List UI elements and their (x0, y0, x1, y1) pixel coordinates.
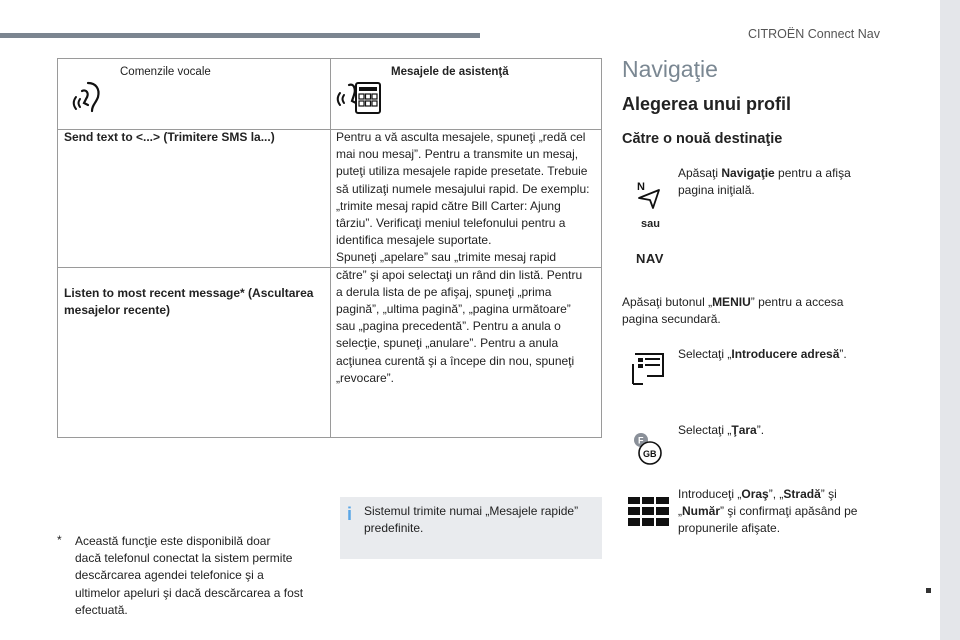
subsection-title: Alegerea unui profil (622, 94, 792, 114)
help-line: sau „pagina precedentă”. Pentru a anula o (336, 319, 561, 334)
address-entry-icon (629, 350, 669, 393)
help-line: „trimite mesaj rapid către Bill Carter: Ajung (336, 198, 561, 213)
table-header-assistance: Mesajele de asistenţă (391, 66, 509, 78)
keyboard-grid-icon (628, 497, 670, 532)
step-enter-address: Selectaţi „Introducere adresă”. (678, 347, 847, 361)
assistance-message-icon (336, 77, 382, 122)
country-flag-icon (633, 432, 667, 471)
or-label: sau (641, 218, 660, 230)
help-line: să utilizaţi numele mesajului rapid. De exemplu: (336, 181, 590, 196)
info-icon: i (347, 504, 353, 524)
help-line: selecţie, spuneţi „anulare”. Pentru a anula (336, 336, 559, 351)
command-listen-recent: Listen to most recent message* (Ascultarea mesajelor recente) (64, 286, 314, 318)
footnote-line: Această funcţie este disponibilă doar (75, 534, 271, 548)
footnote-star: * (57, 533, 62, 547)
help-line: către” şi apoi selectaţi un rând din listă. Pentru (336, 267, 583, 282)
subsubsection-title: Către o nouă destinaţie (622, 131, 783, 147)
footnote-line: descărcarea agendei telefonice şi a (75, 568, 264, 583)
navigation-arrow-icon (633, 178, 663, 217)
page-number: 11 (928, 616, 941, 630)
help-line: pagină”, „ultima pagină”, „pagina următoare” (336, 302, 571, 317)
footnote-line: ultimelor apeluri şi dacă descărcarea a fost (75, 585, 304, 600)
section-title: Navigaţie (622, 56, 718, 82)
footnote-line: dacă telefonul conectat la sistem permite (75, 551, 293, 566)
help-line: Pentru a vă asculta mesajele, spuneţi „redă cel (336, 130, 586, 144)
svg-text:F: F (638, 435, 644, 446)
step-menu: Apăsaţi butonul „MENIU” pentru a accesa pagina secundară. (622, 295, 844, 327)
table-header-voice-commands: Comenzile vocale (120, 66, 211, 78)
step-navigation: Apăsaţi Navigaţie pentru a afişa pagina iniţială. (678, 166, 851, 198)
info-text (364, 503, 594, 537)
continue-mark (926, 588, 931, 593)
help-line: „revocare”. (336, 370, 395, 385)
voice-command-icon (70, 79, 110, 120)
help-line: Spuneţi „apelare” sau „trimite mesaj rapid (336, 250, 557, 265)
footnote-line: efectuată. (75, 602, 128, 617)
help-line: mai nou mesaj”. Pentru a transmite un mesaj, (336, 147, 579, 162)
assistance-help-text (336, 129, 601, 387)
step-select-country: Selectaţi „Ţara”. (678, 423, 765, 437)
table-divider (330, 59, 331, 437)
command-send-text: Send text to <...> (Trimitere SMS la...) (64, 130, 275, 144)
nav-button-label: NAV (636, 251, 664, 266)
voice-commands-table (57, 58, 602, 438)
help-line: puteţi utiliza mesajele rapide presetate. Trebuie (336, 164, 588, 179)
svg-text:N: N (637, 181, 645, 193)
step-enter-city-street: Introduceţi „Oraş”, „Stradă” şi „Număr” şi confirmaţi apăsând pe propunerile afişate. (678, 487, 858, 536)
info-box (340, 497, 602, 559)
page-sidebar (940, 0, 960, 640)
help-line: a derula lista de pe afişaj, spuneţi „prima (336, 284, 552, 299)
header-bar (0, 33, 480, 38)
help-line: identifica mesajele suportate. (336, 233, 492, 248)
info-line: Sistemul trimite numai „Mesajele rapide” (364, 504, 579, 518)
help-line: târziu”. Verificaţi meniul telefonului pentru a (336, 216, 566, 231)
help-line: acţiunea curentă şi a începe din nou, spuneţi (336, 353, 575, 368)
info-line: predefinite. (364, 521, 424, 536)
svg-text:GB: GB (643, 449, 657, 459)
header-title: CITROËN Connect Nav (748, 27, 880, 41)
footnote (75, 533, 315, 619)
